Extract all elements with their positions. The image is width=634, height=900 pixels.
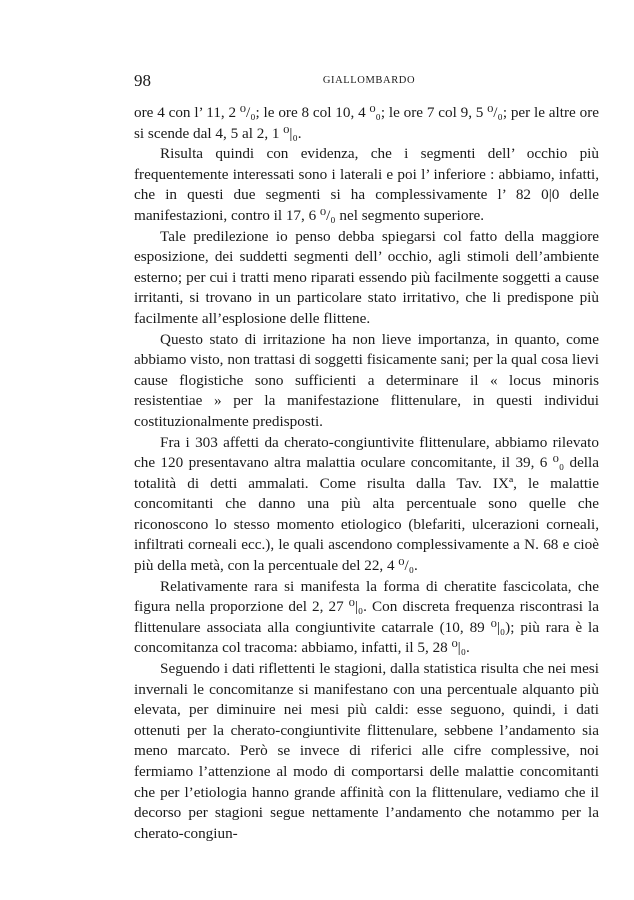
- paragraph-4: Questo stato di irritazione ha non lieve importanza, in quanto, come abbiamo visto, non trattasi di soggetti fisicamente sani; per la qual cosa lievi cause flogistiche sono sufficienti a determinare il « locus minoris resistentiae » per la manifestazione flittenulare, in questi individui costituzionalmente predisposti.: [134, 330, 599, 430]
- page-number: 98: [134, 71, 151, 90]
- body-text: [134, 103, 599, 844]
- paragraph-3: Tale predilezione io penso debba spiegarsi col fatto della maggiore esposizione, dei suddetti segmenti dell’ occhio, agli stimoli dell’ambiente esterno; per cui i tratti meno riparati essendo più facilmente soggetti a cause irritanti, si trovano in un particolare stato irritativo, che li predispone più facilmente all’esplosione delle flittene.: [134, 227, 599, 327]
- paragraph-1: ore 4 con l’ 11, 2 ⁰/₀; le ore 8 col 10, 4 ⁰₀; le ore 7 col 9, 5 ⁰/₀; per le altre ore si scende dal 4, 5 al 2, 1 ⁰|₀.: [134, 104, 599, 142]
- paragraph-5: Fra i 303 affetti da cherato-congiuntivite flittenulare, abbiamo rilevato che 120 presentavano altra malattia oculare concomitante, il 39, 6 ⁰₀ della totalità di detti ammalati. Come risulta dalla Tav. IXª, le malattie concomitanti che danno una più alta percentuale sono quelle che riconoscono lo stesso momento etiologico (blefariti, ulcerazioni corneali, infiltrati corneali ecc.), le quali ascendono complessivamente a N. 68 e cioè più della metà, con la percentuale del 22, 4 ⁰/₀.: [134, 433, 599, 575]
- paragraph-6: Relativamente rara si manifesta la forma di cheratite fascicolata, che figura nella proporzione del 2, 27 ⁰|₀. Con discreta frequenza riscontrasi la flittenulare associata alla congiuntivite catarrale (10, 89 ⁰|₀); più rara è la concomitanza col tracoma: abbiamo, infatti, il 5, 28 ⁰|₀.: [134, 577, 599, 657]
- paragraph-2: Risulta quindi con evidenza, che i segmenti dell’ occhio più frequentemente interessati sono i laterali e poi l’ inferiore : abbiamo, infatti, che in questi due segmenti si ha complessivamente l’ 82 0|0 delle manifestazioni, contro il 17, 6 ⁰/₀ nel segmento superiore.: [134, 145, 599, 224]
- running-head: [134, 70, 604, 92]
- paragraph-7: Seguendo i dati riflettenti le stagioni, dalla statistica risulta che nei mesi invernali le concomitanze si manifestano con una percentuale alquanto più elevata, per diminuire nei mesi più caldi: esse seguono, quindi, i dati ottenuti per la cherato-congiuntivite flittenulare, sebbene l’andamento sia meno marcato. Però se invece di riferici alle cifre complessive, noi fermiamo l’attenzione al modo di comportarsi delle malattie concomitanti che per l’etiologia hanno grande affinità con la flittenulare, vediamo che il decorso per stagioni segue nettamente l’andamento che notammo per la cherato-congiun-: [134, 660, 599, 842]
- running-title: GIALLOMBARDO: [322, 75, 416, 86]
